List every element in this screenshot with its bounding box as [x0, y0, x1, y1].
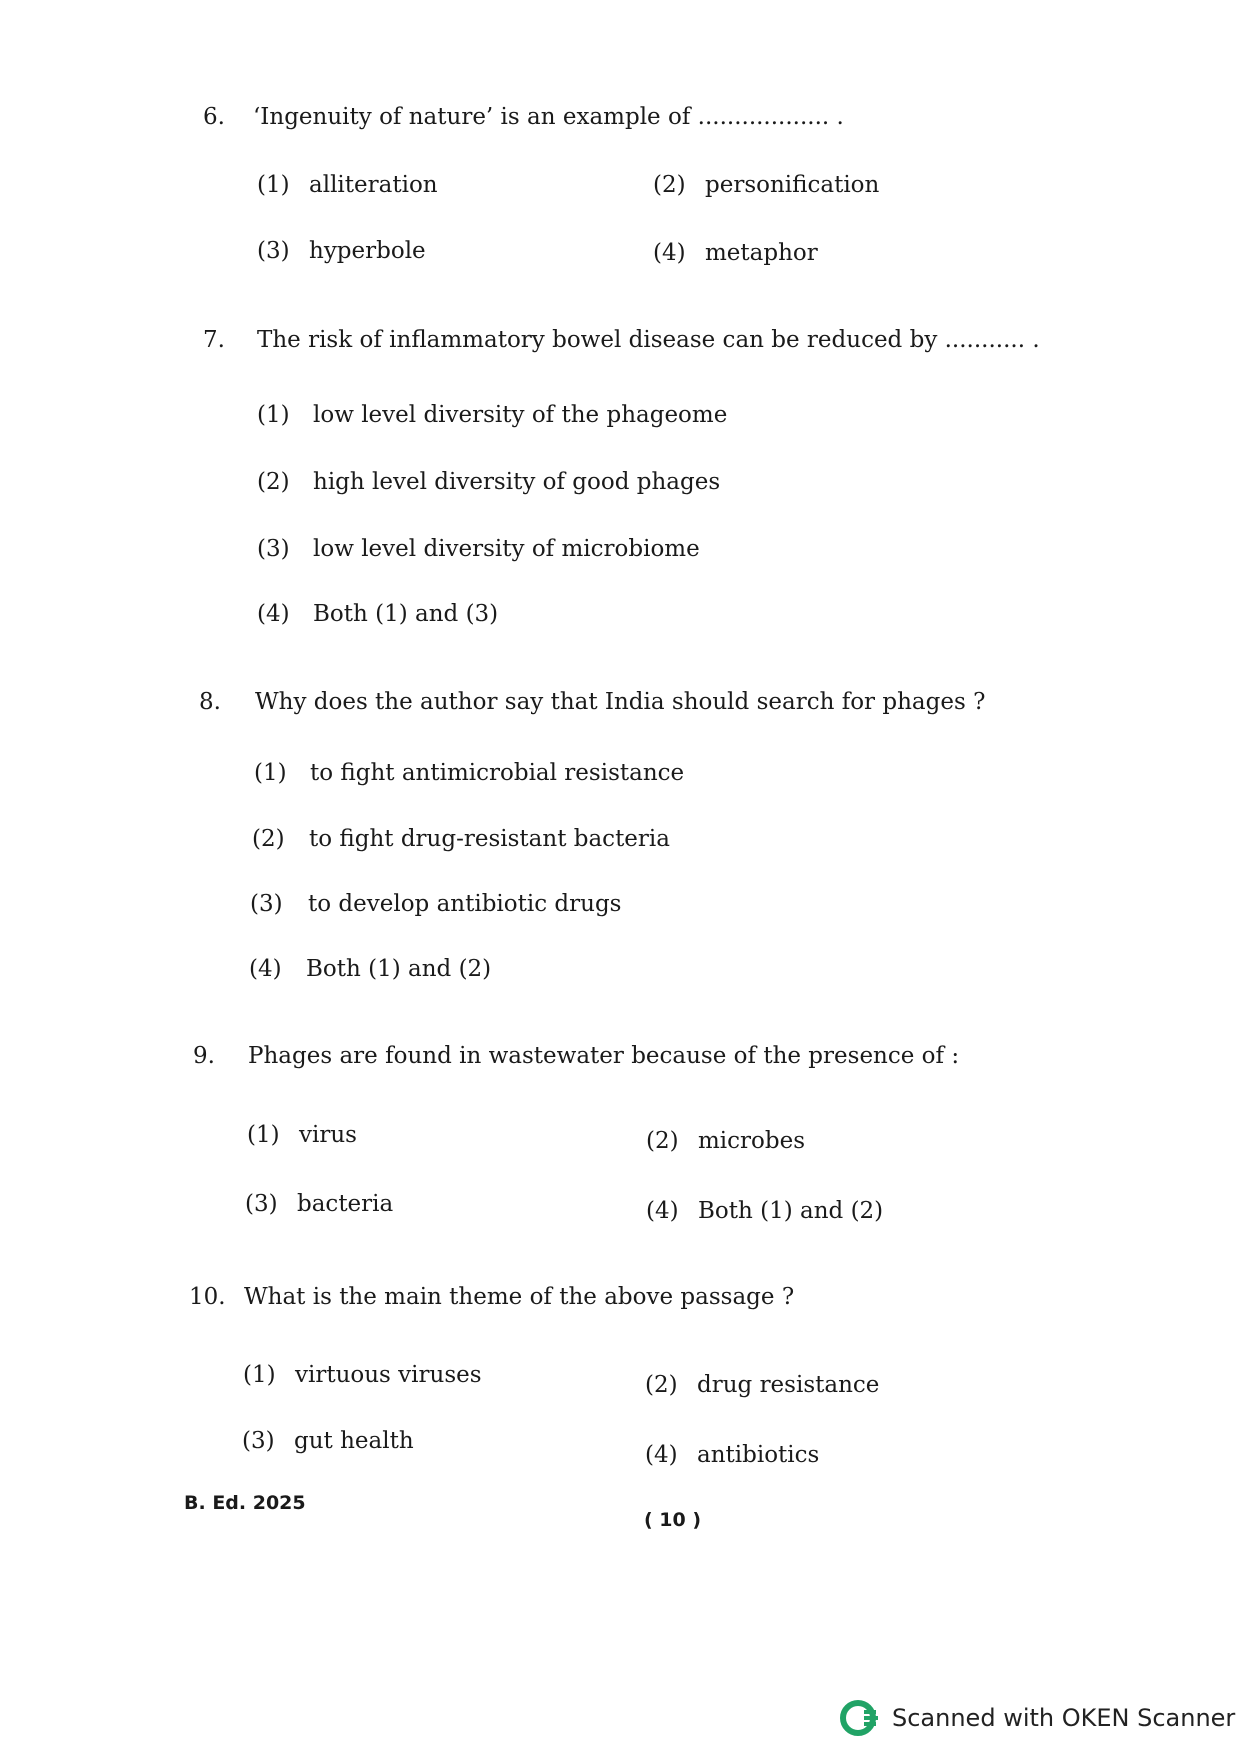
option-text: low level diversity of the phageome: [313, 402, 728, 428]
exam-footer-label: B. Ed. 2025: [184, 1492, 306, 1514]
scanner-watermark: [840, 1698, 1235, 1738]
option-text: hyperbole: [309, 238, 426, 264]
option-text: alliteration: [309, 172, 438, 198]
option-text: drug resistance: [697, 1372, 880, 1398]
scanner-label: Scanned with OKEN Scanner: [892, 1704, 1236, 1732]
option-number: (2): [252, 826, 285, 852]
option-number: (2): [257, 469, 290, 495]
option-number: (4): [653, 240, 686, 266]
option-number: (2): [645, 1372, 678, 1398]
option-number: (3): [257, 536, 290, 562]
option-number: (3): [245, 1191, 278, 1217]
question-number: 10.: [189, 1284, 226, 1310]
question-text: The risk of inflammatory bowel disease can be reduced by ........... .: [257, 327, 1040, 353]
option-text: Both (1) and (3): [313, 601, 499, 627]
option-text: Both (1) and (2): [306, 956, 492, 982]
question-text: Why does the author say that India should search for phages ?: [255, 689, 986, 715]
option-number: (3): [250, 891, 283, 917]
option-number: (4): [645, 1442, 678, 1468]
option-number: (3): [242, 1428, 275, 1454]
option-text: metaphor: [705, 240, 818, 266]
option-number: (4): [249, 956, 282, 982]
option-text: virus: [299, 1122, 357, 1148]
option-text: gut health: [294, 1428, 414, 1454]
question-text: ‘Ingenuity of nature’ is an example of .................. .: [253, 104, 844, 130]
question-text: What is the main theme of the above passage ?: [244, 1284, 795, 1310]
question-number: 7.: [203, 327, 225, 353]
option-text: virtuous viruses: [295, 1362, 482, 1388]
option-number: (2): [653, 172, 686, 198]
question-text: Phages are found in wastewater because of the presence of :: [248, 1043, 960, 1069]
option-number: (1): [257, 402, 290, 428]
option-text: Both (1) and (2): [698, 1198, 884, 1224]
option-number: (4): [257, 601, 290, 627]
page-number: ( 10 ): [644, 1509, 702, 1531]
option-number: (4): [646, 1198, 679, 1224]
oken-scanner-logo-icon: [840, 1698, 880, 1738]
option-text: bacteria: [297, 1191, 394, 1217]
option-text: to fight drug-resistant bacteria: [309, 826, 670, 852]
option-text: to fight antimicrobial resistance: [310, 760, 685, 786]
option-text: high level diversity of good phages: [313, 469, 721, 495]
question-number: 9.: [193, 1043, 215, 1069]
option-text: personification: [705, 172, 880, 198]
question-number: 6.: [203, 104, 225, 130]
option-number: (3): [257, 238, 290, 264]
option-number: (1): [257, 172, 290, 198]
option-number: (1): [243, 1362, 276, 1388]
option-text: low level diversity of microbiome: [313, 536, 700, 562]
option-number: (2): [646, 1128, 679, 1154]
option-text: antibiotics: [697, 1442, 820, 1468]
option-number: (1): [254, 760, 287, 786]
question-number: 8.: [199, 689, 221, 715]
option-number: (1): [247, 1122, 280, 1148]
option-text: microbes: [698, 1128, 806, 1154]
option-text: to develop antibiotic drugs: [308, 891, 622, 917]
